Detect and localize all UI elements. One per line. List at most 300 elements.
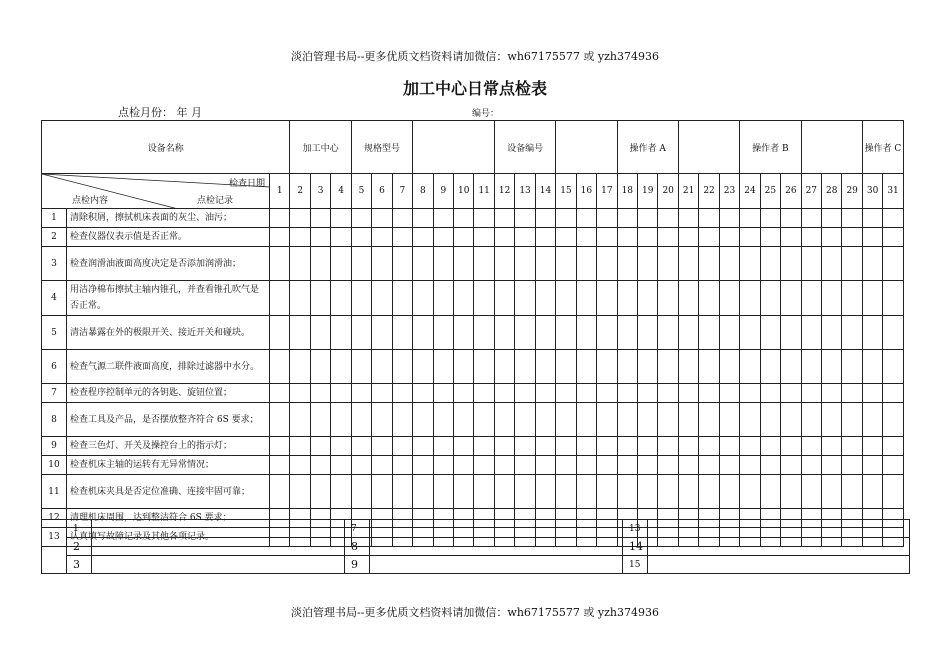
check-cell[interactable] (760, 209, 780, 228)
check-cell[interactable] (638, 209, 658, 228)
check-cell[interactable] (842, 437, 862, 456)
check-cell[interactable] (617, 316, 637, 350)
check-cell[interactable] (781, 384, 801, 403)
check-cell[interactable] (515, 384, 535, 403)
notes-entry[interactable] (648, 520, 910, 538)
check-cell[interactable] (842, 456, 862, 475)
check-cell[interactable] (270, 456, 290, 475)
check-cell[interactable] (372, 384, 392, 403)
check-cell[interactable] (310, 281, 330, 316)
check-cell[interactable] (822, 281, 842, 316)
check-cell[interactable] (270, 403, 290, 437)
check-cell[interactable] (638, 384, 658, 403)
check-cell[interactable] (290, 384, 310, 403)
check-cell[interactable] (740, 281, 760, 316)
check-cell[interactable] (535, 247, 555, 281)
check-cell[interactable] (842, 350, 862, 384)
check-cell[interactable] (270, 475, 290, 509)
check-cell[interactable] (658, 456, 678, 475)
check-cell[interactable] (699, 350, 719, 384)
check-cell[interactable] (740, 350, 760, 384)
check-cell[interactable] (392, 281, 412, 316)
check-cell[interactable] (392, 228, 412, 247)
check-cell[interactable] (678, 350, 698, 384)
check-cell[interactable] (862, 437, 882, 456)
check-cell[interactable] (556, 316, 576, 350)
check-cell[interactable] (392, 437, 412, 456)
check-cell[interactable] (597, 384, 617, 403)
check-cell[interactable] (719, 403, 739, 437)
check-cell[interactable] (678, 228, 698, 247)
check-cell[interactable] (392, 384, 412, 403)
check-cell[interactable] (556, 456, 576, 475)
check-cell[interactable] (862, 228, 882, 247)
check-cell[interactable] (740, 456, 760, 475)
check-cell[interactable] (576, 403, 596, 437)
check-cell[interactable] (372, 209, 392, 228)
check-cell[interactable] (801, 437, 821, 456)
check-cell[interactable] (535, 209, 555, 228)
check-cell[interactable] (883, 228, 903, 247)
check-cell[interactable] (617, 437, 637, 456)
check-cell[interactable] (290, 350, 310, 384)
check-cell[interactable] (822, 475, 842, 509)
check-cell[interactable] (474, 456, 494, 475)
check-cell[interactable] (372, 350, 392, 384)
check-cell[interactable] (515, 403, 535, 437)
check-cell[interactable] (883, 437, 903, 456)
check-cell[interactable] (454, 281, 474, 316)
check-cell[interactable] (454, 403, 474, 437)
check-cell[interactable] (658, 316, 678, 350)
check-cell[interactable] (617, 350, 637, 384)
check-cell[interactable] (597, 475, 617, 509)
check-cell[interactable] (638, 316, 658, 350)
check-cell[interactable] (862, 475, 882, 509)
check-cell[interactable] (474, 209, 494, 228)
check-cell[interactable] (719, 350, 739, 384)
check-cell[interactable] (576, 384, 596, 403)
check-cell[interactable] (372, 403, 392, 437)
check-cell[interactable] (740, 384, 760, 403)
check-cell[interactable] (454, 456, 474, 475)
check-cell[interactable] (638, 456, 658, 475)
check-cell[interactable] (392, 209, 412, 228)
check-cell[interactable] (822, 384, 842, 403)
check-cell[interactable] (433, 403, 453, 437)
check-cell[interactable] (454, 437, 474, 456)
check-cell[interactable] (372, 456, 392, 475)
check-cell[interactable] (862, 316, 882, 350)
check-cell[interactable] (658, 437, 678, 456)
check-cell[interactable] (535, 384, 555, 403)
check-cell[interactable] (372, 281, 392, 316)
check-cell[interactable] (883, 456, 903, 475)
check-cell[interactable] (597, 350, 617, 384)
notes-entry[interactable] (92, 556, 345, 574)
check-cell[interactable] (494, 437, 514, 456)
check-cell[interactable] (862, 403, 882, 437)
check-cell[interactable] (740, 437, 760, 456)
check-cell[interactable] (515, 475, 535, 509)
check-cell[interactable] (576, 228, 596, 247)
check-cell[interactable] (740, 228, 760, 247)
check-cell[interactable] (474, 403, 494, 437)
check-cell[interactable] (474, 316, 494, 350)
notes-entry[interactable] (648, 556, 910, 574)
check-cell[interactable] (433, 456, 453, 475)
check-cell[interactable] (576, 316, 596, 350)
check-cell[interactable] (760, 247, 780, 281)
check-cell[interactable] (454, 316, 474, 350)
check-cell[interactable] (474, 247, 494, 281)
check-cell[interactable] (392, 403, 412, 437)
notes-entry[interactable] (370, 520, 623, 538)
check-cell[interactable] (331, 281, 351, 316)
check-cell[interactable] (576, 456, 596, 475)
check-cell[interactable] (413, 384, 433, 403)
check-cell[interactable] (658, 281, 678, 316)
check-cell[interactable] (331, 456, 351, 475)
check-cell[interactable] (699, 384, 719, 403)
check-cell[interactable] (699, 456, 719, 475)
check-cell[interactable] (270, 316, 290, 350)
check-cell[interactable] (290, 475, 310, 509)
check-cell[interactable] (454, 350, 474, 384)
check-cell[interactable] (617, 475, 637, 509)
check-cell[interactable] (494, 247, 514, 281)
check-cell[interactable] (658, 403, 678, 437)
check-cell[interactable] (617, 403, 637, 437)
check-cell[interactable] (433, 350, 453, 384)
check-cell[interactable] (433, 209, 453, 228)
check-cell[interactable] (270, 228, 290, 247)
notes-entry[interactable] (370, 538, 623, 556)
check-cell[interactable] (556, 209, 576, 228)
check-cell[interactable] (822, 316, 842, 350)
check-cell[interactable] (535, 228, 555, 247)
check-cell[interactable] (822, 350, 842, 384)
check-cell[interactable] (413, 350, 433, 384)
check-cell[interactable] (678, 456, 698, 475)
check-cell[interactable] (576, 437, 596, 456)
check-cell[interactable] (351, 403, 371, 437)
check-cell[interactable] (740, 316, 760, 350)
check-cell[interactable] (658, 209, 678, 228)
check-cell[interactable] (576, 350, 596, 384)
check-cell[interactable] (413, 209, 433, 228)
check-cell[interactable] (719, 228, 739, 247)
check-cell[interactable] (719, 384, 739, 403)
check-cell[interactable] (494, 350, 514, 384)
check-cell[interactable] (556, 437, 576, 456)
check-cell[interactable] (556, 350, 576, 384)
check-cell[interactable] (719, 437, 739, 456)
check-cell[interactable] (310, 350, 330, 384)
check-cell[interactable] (331, 316, 351, 350)
check-cell[interactable] (699, 316, 719, 350)
check-cell[interactable] (617, 247, 637, 281)
check-cell[interactable] (556, 228, 576, 247)
check-cell[interactable] (454, 247, 474, 281)
check-cell[interactable] (597, 247, 617, 281)
check-cell[interactable] (392, 350, 412, 384)
check-cell[interactable] (862, 209, 882, 228)
check-cell[interactable] (474, 437, 494, 456)
check-cell[interactable] (760, 281, 780, 316)
check-cell[interactable] (270, 247, 290, 281)
check-cell[interactable] (413, 316, 433, 350)
check-cell[interactable] (515, 456, 535, 475)
check-cell[interactable] (597, 316, 617, 350)
check-cell[interactable] (822, 456, 842, 475)
check-cell[interactable] (576, 475, 596, 509)
check-cell[interactable] (310, 475, 330, 509)
check-cell[interactable] (515, 209, 535, 228)
check-cell[interactable] (515, 247, 535, 281)
check-cell[interactable] (862, 456, 882, 475)
notes-entry[interactable] (92, 538, 345, 556)
check-cell[interactable] (413, 456, 433, 475)
check-cell[interactable] (331, 437, 351, 456)
check-cell[interactable] (883, 209, 903, 228)
check-cell[interactable] (515, 437, 535, 456)
check-cell[interactable] (597, 228, 617, 247)
check-cell[interactable] (638, 228, 658, 247)
check-cell[interactable] (351, 437, 371, 456)
check-cell[interactable] (719, 281, 739, 316)
check-cell[interactable] (678, 247, 698, 281)
check-cell[interactable] (740, 247, 760, 281)
check-cell[interactable] (801, 456, 821, 475)
check-cell[interactable] (842, 281, 862, 316)
check-cell[interactable] (351, 475, 371, 509)
check-cell[interactable] (454, 384, 474, 403)
check-cell[interactable] (270, 384, 290, 403)
check-cell[interactable] (310, 437, 330, 456)
check-cell[interactable] (351, 281, 371, 316)
check-cell[interactable] (535, 456, 555, 475)
check-cell[interactable] (433, 437, 453, 456)
check-cell[interactable] (883, 403, 903, 437)
check-cell[interactable] (535, 316, 555, 350)
check-cell[interactable] (719, 247, 739, 281)
check-cell[interactable] (781, 475, 801, 509)
check-cell[interactable] (617, 209, 637, 228)
check-cell[interactable] (597, 403, 617, 437)
check-cell[interactable] (494, 403, 514, 437)
check-cell[interactable] (310, 247, 330, 281)
check-cell[interactable] (822, 403, 842, 437)
check-cell[interactable] (474, 350, 494, 384)
check-cell[interactable] (535, 475, 555, 509)
check-cell[interactable] (638, 475, 658, 509)
check-cell[interactable] (781, 350, 801, 384)
check-cell[interactable] (658, 475, 678, 509)
check-cell[interactable] (760, 437, 780, 456)
check-cell[interactable] (413, 475, 433, 509)
check-cell[interactable] (862, 350, 882, 384)
check-cell[interactable] (760, 350, 780, 384)
check-cell[interactable] (351, 228, 371, 247)
check-cell[interactable] (576, 209, 596, 228)
operator-b-value[interactable] (801, 121, 862, 174)
check-cell[interactable] (515, 316, 535, 350)
check-cell[interactable] (474, 384, 494, 403)
check-cell[interactable] (801, 384, 821, 403)
check-cell[interactable] (290, 209, 310, 228)
check-cell[interactable] (290, 281, 310, 316)
check-cell[interactable] (678, 281, 698, 316)
check-cell[interactable] (290, 228, 310, 247)
check-cell[interactable] (617, 384, 637, 403)
check-cell[interactable] (433, 316, 453, 350)
check-cell[interactable] (760, 456, 780, 475)
check-cell[interactable] (494, 228, 514, 247)
check-cell[interactable] (597, 456, 617, 475)
check-cell[interactable] (290, 247, 310, 281)
check-cell[interactable] (270, 437, 290, 456)
check-cell[interactable] (699, 437, 719, 456)
check-cell[interactable] (678, 384, 698, 403)
check-cell[interactable] (842, 475, 862, 509)
check-cell[interactable] (576, 281, 596, 316)
check-cell[interactable] (556, 475, 576, 509)
check-cell[interactable] (699, 228, 719, 247)
check-cell[interactable] (801, 350, 821, 384)
check-cell[interactable] (392, 456, 412, 475)
check-cell[interactable] (556, 281, 576, 316)
check-cell[interactable] (781, 228, 801, 247)
check-cell[interactable] (678, 403, 698, 437)
check-cell[interactable] (883, 384, 903, 403)
check-cell[interactable] (883, 475, 903, 509)
check-cell[interactable] (617, 228, 637, 247)
check-cell[interactable] (842, 316, 862, 350)
check-cell[interactable] (862, 281, 882, 316)
check-cell[interactable] (474, 475, 494, 509)
check-cell[interactable] (597, 281, 617, 316)
check-cell[interactable] (433, 228, 453, 247)
check-cell[interactable] (801, 281, 821, 316)
check-cell[interactable] (719, 456, 739, 475)
check-cell[interactable] (781, 403, 801, 437)
check-cell[interactable] (331, 403, 351, 437)
check-cell[interactable] (331, 350, 351, 384)
check-cell[interactable] (494, 384, 514, 403)
model-value[interactable] (413, 121, 495, 174)
check-cell[interactable] (535, 437, 555, 456)
check-cell[interactable] (433, 247, 453, 281)
check-cell[interactable] (862, 384, 882, 403)
check-cell[interactable] (515, 350, 535, 384)
check-cell[interactable] (474, 281, 494, 316)
check-cell[interactable] (883, 316, 903, 350)
check-cell[interactable] (760, 316, 780, 350)
notes-entry[interactable] (92, 520, 345, 538)
check-cell[interactable] (310, 209, 330, 228)
check-cell[interactable] (699, 209, 719, 228)
check-cell[interactable] (351, 247, 371, 281)
check-cell[interactable] (638, 281, 658, 316)
check-cell[interactable] (801, 209, 821, 228)
check-cell[interactable] (454, 228, 474, 247)
check-cell[interactable] (556, 403, 576, 437)
check-cell[interactable] (842, 209, 862, 228)
check-cell[interactable] (372, 475, 392, 509)
check-cell[interactable] (413, 437, 433, 456)
check-cell[interactable] (638, 350, 658, 384)
check-cell[interactable] (760, 403, 780, 437)
check-cell[interactable] (413, 228, 433, 247)
check-cell[interactable] (433, 384, 453, 403)
check-cell[interactable] (781, 437, 801, 456)
check-cell[interactable] (719, 475, 739, 509)
check-cell[interactable] (801, 228, 821, 247)
check-cell[interactable] (760, 475, 780, 509)
check-cell[interactable] (617, 281, 637, 316)
check-cell[interactable] (290, 316, 310, 350)
check-cell[interactable] (454, 209, 474, 228)
check-cell[interactable] (270, 209, 290, 228)
check-cell[interactable] (494, 475, 514, 509)
check-cell[interactable] (781, 247, 801, 281)
check-cell[interactable] (638, 247, 658, 281)
check-cell[interactable] (801, 475, 821, 509)
check-cell[interactable] (597, 437, 617, 456)
notes-entry[interactable] (648, 538, 910, 556)
check-cell[interactable] (638, 437, 658, 456)
check-cell[interactable] (351, 209, 371, 228)
check-cell[interactable] (760, 384, 780, 403)
check-cell[interactable] (699, 247, 719, 281)
check-cell[interactable] (290, 456, 310, 475)
check-cell[interactable] (270, 350, 290, 384)
check-cell[interactable] (351, 384, 371, 403)
check-cell[interactable] (535, 350, 555, 384)
check-cell[interactable] (310, 228, 330, 247)
check-cell[interactable] (822, 209, 842, 228)
check-cell[interactable] (535, 403, 555, 437)
check-cell[interactable] (883, 350, 903, 384)
check-cell[interactable] (801, 247, 821, 281)
notes-entry[interactable] (370, 556, 623, 574)
check-cell[interactable] (842, 403, 862, 437)
check-cell[interactable] (658, 384, 678, 403)
check-cell[interactable] (658, 228, 678, 247)
check-cell[interactable] (331, 209, 351, 228)
check-cell[interactable] (270, 281, 290, 316)
check-cell[interactable] (781, 456, 801, 475)
check-cell[interactable] (351, 316, 371, 350)
check-cell[interactable] (310, 316, 330, 350)
operator-a-value[interactable] (678, 121, 739, 174)
check-cell[interactable] (413, 247, 433, 281)
check-cell[interactable] (576, 247, 596, 281)
check-cell[interactable] (842, 247, 862, 281)
check-cell[interactable] (678, 209, 698, 228)
check-cell[interactable] (719, 316, 739, 350)
check-cell[interactable] (494, 281, 514, 316)
check-cell[interactable] (494, 316, 514, 350)
check-cell[interactable] (801, 316, 821, 350)
check-cell[interactable] (678, 437, 698, 456)
check-cell[interactable] (883, 247, 903, 281)
check-cell[interactable] (781, 281, 801, 316)
check-cell[interactable] (351, 350, 371, 384)
check-cell[interactable] (842, 384, 862, 403)
check-cell[interactable] (842, 228, 862, 247)
